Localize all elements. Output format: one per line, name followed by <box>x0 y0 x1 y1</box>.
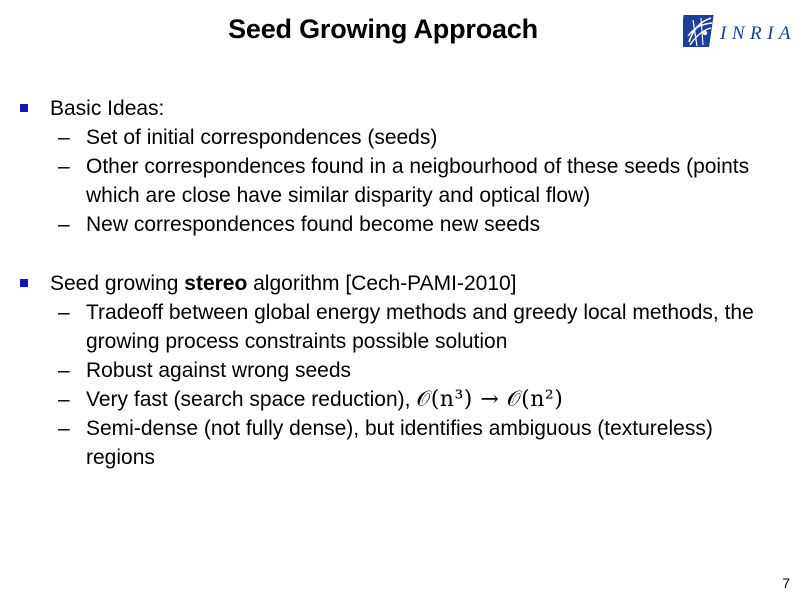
slide-content <box>0 94 800 472</box>
inria-logo-text: INRIA <box>720 23 797 44</box>
bullet-text: Basic Ideas: <box>50 97 165 120</box>
slide-title: Seed Growing Approach <box>228 14 538 44</box>
sub-bullet <box>0 152 800 210</box>
dash-bullet-icon: – <box>58 417 70 440</box>
dash-bullet-icon: – <box>58 155 70 178</box>
sub-bullet-text: Tradeoff between global energy methods and greedy local methods, the growing process constraints possible solution <box>86 301 754 353</box>
dash-bullet-icon: – <box>58 388 70 411</box>
dash-bullet-icon: – <box>58 301 70 324</box>
bullet-text-bold: stereo <box>184 272 248 295</box>
bullet-basic-ideas <box>0 94 800 123</box>
sub-bullet <box>0 123 800 152</box>
sub-bullet <box>0 356 800 385</box>
inria-logo-graphic <box>683 12 798 52</box>
page-number: 7 <box>782 575 790 591</box>
sub-bullet-text: Robust against wrong seeds <box>86 359 351 382</box>
dash-bullet-icon: – <box>58 213 70 236</box>
complexity-arrow: → <box>480 387 500 412</box>
sub-bullet <box>0 298 800 356</box>
square-bullet-icon <box>20 279 28 287</box>
sub-bullet-text: New correspondences found become new seeds <box>86 213 541 236</box>
sub-bullet-text: Semi-dense (not fully dense), but identifies ambiguous (textureless) regions <box>86 417 713 469</box>
complexity-to: 𝒪(n²) <box>506 387 564 412</box>
bullet-text-after: algorithm [Cech-PAMI-2010] <box>247 272 517 295</box>
sub-bullet-text: Set of initial correspondences (seeds) <box>86 126 438 149</box>
bullet-text-before: Seed growing <box>50 272 185 295</box>
sub-bullet-text: Very fast (search space reduction), <box>86 388 417 411</box>
square-bullet-icon <box>20 104 28 112</box>
dash-bullet-icon: – <box>58 359 70 382</box>
sub-bullet <box>0 210 800 239</box>
bullet-seed-growing <box>0 269 800 298</box>
sub-bullet <box>0 414 800 472</box>
inria-logo <box>683 12 798 52</box>
complexity-formula <box>416 387 563 412</box>
dash-bullet-icon: – <box>58 126 70 149</box>
sub-bullet-text: Other correspondences found in a neigbourhood of these seeds (points which are close have similar disparity and optical flow) <box>86 155 750 207</box>
sub-bullet <box>0 385 800 414</box>
complexity-from: 𝒪(n³) <box>416 387 473 412</box>
